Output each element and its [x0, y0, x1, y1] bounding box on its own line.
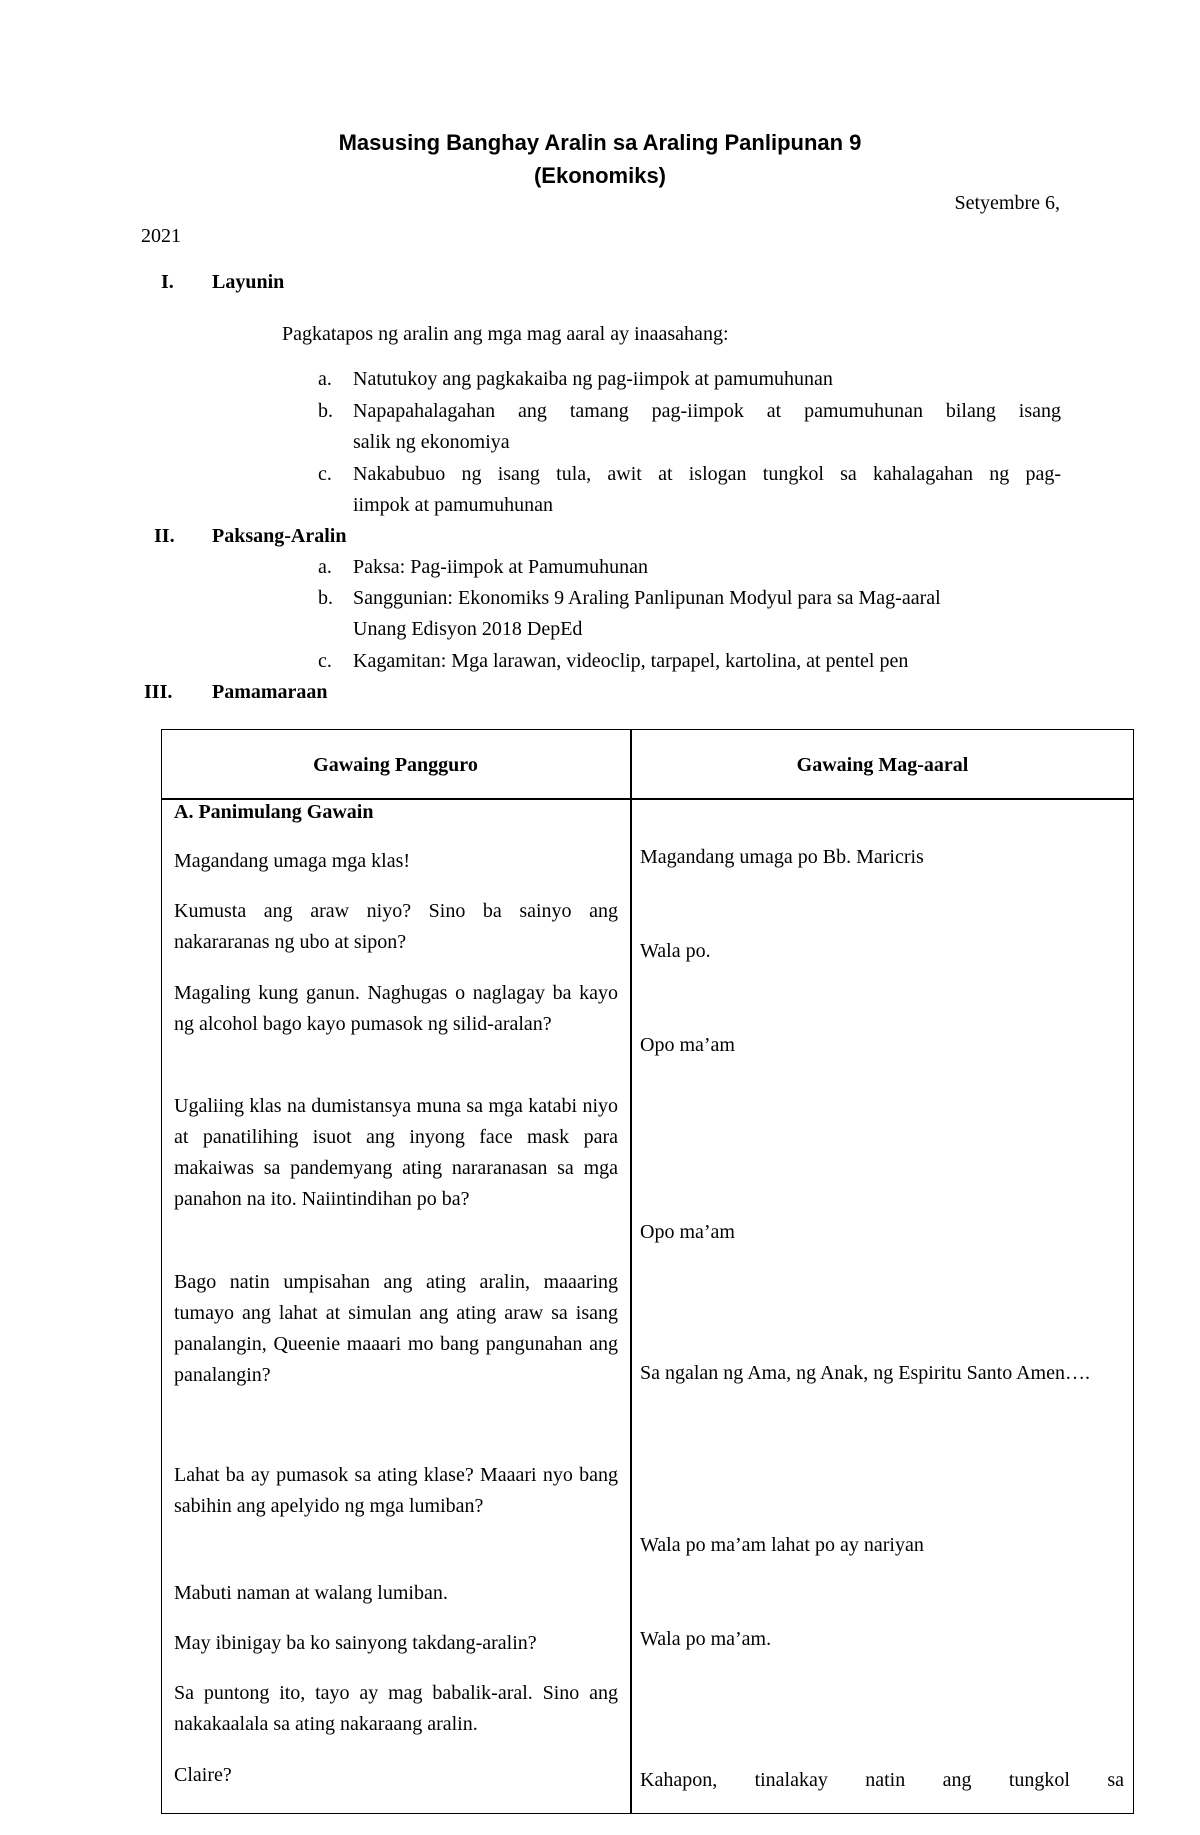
list-item-text: iimpok at pamumuhunan	[353, 494, 553, 516]
teacher-line: Claire?	[174, 1764, 232, 1786]
list-item-text: Natutukoy ang pagkakaiba ng pag-iimpok at pamumuhunan	[353, 368, 833, 390]
list-item-text: Nakabubuo ng isang tula, awit at islogan tungkol sa kahalagahan ng pag-	[353, 463, 1061, 485]
student-line: Wala po ma’am lahat po ay nariyan	[640, 1534, 924, 1556]
student-line: Sa ngalan ng Ama, ng Anak, ng Espiritu Santo Amen….	[640, 1362, 1090, 1384]
teacher-line: May ibinigay ba ko sainyong takdang-aralin?	[174, 1632, 537, 1654]
list-marker: c.	[318, 463, 332, 485]
section-heading-paksang-aralin: Paksang-Aralin	[212, 525, 347, 547]
section-heading-pamamaraan: Pamamaraan	[212, 681, 328, 703]
layunin-intro: Pagkatapos ng aralin ang mga mag aaral ay inaasahang:	[282, 323, 729, 345]
student-line: Wala po.	[640, 940, 711, 962]
student-line: Wala po ma’am.	[640, 1628, 772, 1650]
list-item-text: Napapahalagahan ang tamang pag-iimpok at pamumuhunan bilang isang	[353, 400, 1061, 422]
student-line: Kahapon, tinalakay natin ang tungkol sa	[640, 1769, 1124, 1791]
teacher-line: Kumusta ang araw niyo? Sino ba sainyo ang nakararanas ng ubo at sipon?	[174, 900, 618, 953]
list-marker: c.	[318, 650, 332, 672]
teacher-line: Magandang umaga mga klas!	[174, 850, 411, 872]
list-item-text: Kagamitan: Mga larawan, videoclip, tarpapel, kartolina, at pentel pen	[353, 650, 909, 672]
teacher-line: Bago natin umpisahan ang ating aralin, maaaring tumayo ang lahat at simulan ang ating araw sa isang panalangin, Queenie maaari mo bang pangunahan ang panalangin?	[174, 1271, 618, 1386]
section-heading-layunin: Layunin	[212, 271, 285, 293]
student-line: Opo ma’am	[640, 1034, 735, 1056]
section-numeral-1: I.	[161, 271, 174, 293]
teacher-line: Mabuti naman at walang lumiban.	[174, 1582, 448, 1604]
list-item-text: Paksa: Pag-iimpok at Pamumuhunan	[353, 556, 648, 578]
teacher-line: Magaling kung ganun. Naghugas o naglagay ba kayo ng alcohol bago kayo pumasok ng silid-aralan?	[174, 982, 618, 1035]
table-section-label: A. Panimulang Gawain	[174, 801, 374, 823]
list-marker: a.	[318, 368, 332, 390]
list-item-text: Unang Edisyon 2018 DepEd	[353, 618, 583, 640]
page-subtitle: (Ekonomiks)	[533, 163, 667, 188]
table-header-teacher: Gawaing Pangguro	[313, 754, 478, 776]
list-marker: b.	[318, 587, 333, 609]
date-line-2: 2021	[141, 225, 181, 247]
student-line: Opo ma’am	[640, 1221, 735, 1243]
section-numeral-2: II.	[154, 525, 175, 547]
list-marker: a.	[318, 556, 332, 578]
student-line: Magandang umaga po Bb. Maricris	[640, 846, 924, 868]
table-header-student: Gawaing Mag-aaral	[796, 754, 969, 776]
teacher-line: Lahat ba ay pumasok sa ating klase? Maaari nyo bang sabihin ang apelyido ng mga lumiban?	[174, 1464, 618, 1517]
list-item-text: Sanggunian: Ekonomiks 9 Araling Panlipunan Modyul para sa Mag-aaral	[353, 587, 941, 609]
list-item-text: salik ng ekonomiya	[353, 431, 510, 453]
teacher-line: Ugaliing klas na dumistansya muna sa mga katabi niyo at panatilihing isuot ang inyong face mask para makaiwas sa pandemyang ating nararanasan sa mga panahon na ito. Naiintindihan po ba?	[174, 1095, 618, 1210]
section-numeral-3: III.	[144, 681, 173, 703]
table-column-divider	[630, 729, 632, 1814]
list-marker: b.	[318, 400, 333, 422]
page-title: Masusing Banghay Aralin sa Araling Panlipunan 9	[338, 130, 862, 155]
teacher-line: Sa puntong ito, tayo ay mag babalik-aral. Sino ang nakakaalala sa ating nakaraang aralin.	[174, 1682, 618, 1735]
date-line-1: Setyembre 6,	[954, 192, 1060, 214]
